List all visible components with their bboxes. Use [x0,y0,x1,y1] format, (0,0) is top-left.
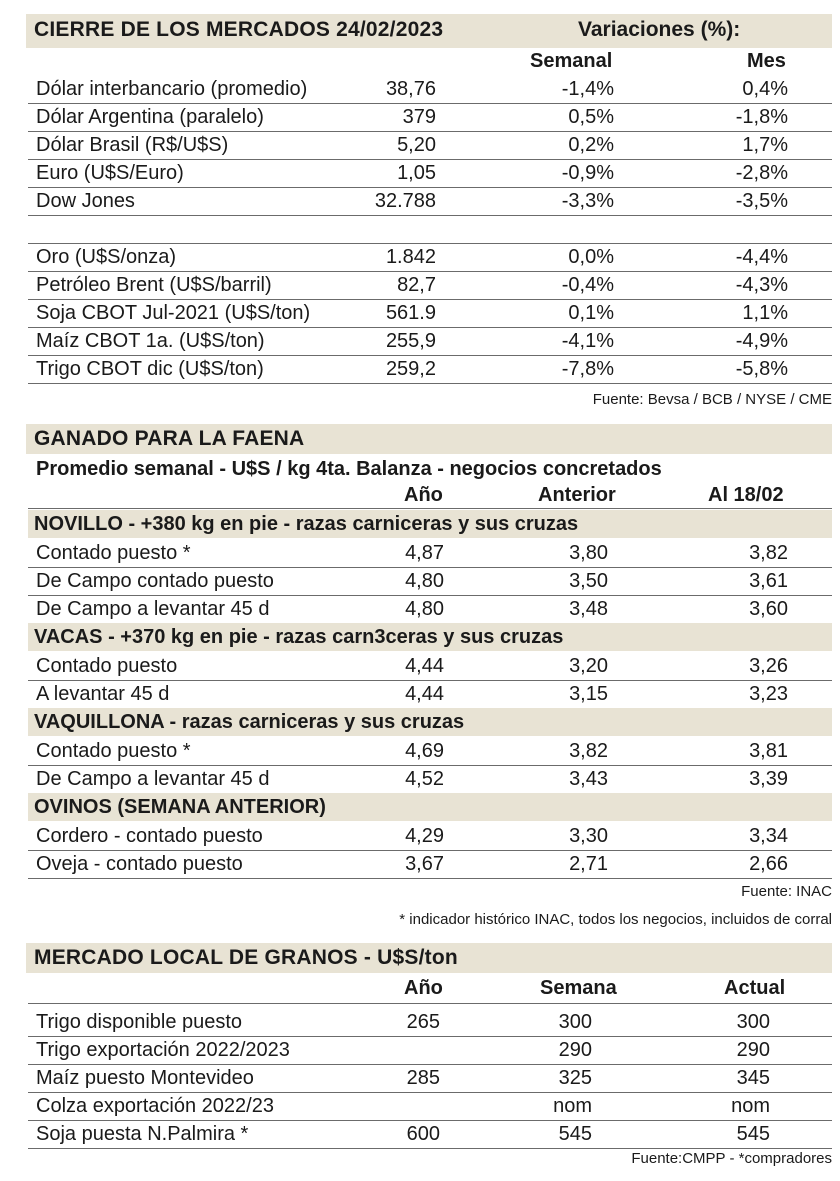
market-row [28,299,832,328]
cattle-prev-value: 3,20 [569,655,608,677]
cattle-subtitle-row [28,455,832,483]
grain-current-value: nom [731,1095,770,1117]
grain-week-value: 290 [558,1039,592,1061]
market-value: 32.788 [374,190,436,212]
market-row [28,187,832,216]
cattle-label: De Campo a levantar 45 d [36,598,270,620]
cattle-year-value: 4,44 [405,683,444,705]
grain-row [28,1092,832,1121]
cattle-subtitle: Promedio semanal - U$S / kg 4ta. Balanza - negocios concretados [36,458,662,480]
cattle-group-heading [28,793,832,821]
cattle-date-value: 3,82 [749,542,788,564]
grain-year-value: 265 [406,1011,440,1033]
market-month-change: 1,1% [742,302,788,324]
grain-label: Maíz puesto Montevideo [36,1067,254,1089]
grain-current-value: 345 [736,1067,770,1089]
cattle-footnote: * indicador histórico INAC, todos los negocios, incluidos de corral [399,911,832,928]
grains-col-headers [28,973,832,1004]
cattle-date-value: 2,66 [749,853,788,875]
market-week-change: -0,4% [561,274,614,296]
market-label: Euro (U$S/Euro) [36,162,184,184]
cattle-prev-value: 3,15 [569,683,608,705]
grain-year-value: 600 [406,1123,440,1145]
market-week-change: -0,9% [561,162,614,184]
market-label: Dólar interbancario (promedio) [36,78,308,100]
grains-col-current: Actual [724,977,786,999]
market-week-change: 0,2% [568,134,614,156]
cattle-prev-value: 3,82 [569,740,608,762]
grains-col-week: Semana [540,977,617,999]
market-label: Trigo CBOT dic (U$S/ton) [36,358,264,380]
market-value: 255,9 [385,330,436,352]
cattle-row [28,822,832,851]
cattle-date-value: 3,60 [749,598,788,620]
cattle-header [26,424,832,454]
cattle-date-value: 3,81 [749,740,788,762]
grain-current-value: 290 [736,1039,770,1061]
grain-label: Soja puesta N.Palmira * [36,1123,249,1145]
cattle-prev-value: 3,50 [569,570,608,592]
grain-row [28,1036,832,1065]
market-row [28,131,832,160]
cattle-date-value: 3,61 [749,570,788,592]
grain-week-value: 300 [558,1011,592,1033]
cattle-row [28,737,832,766]
cattle-date-value: 3,34 [749,825,788,847]
cattle-group-title: OVINOS (SEMANA ANTERIOR) [34,796,326,818]
market-row [28,243,832,272]
market-month-change: -1,8% [735,106,788,128]
cattle-year-value: 4,87 [405,542,444,564]
cattle-row [28,765,832,794]
market-label: Dow Jones [36,190,135,212]
cattle-date-value: 3,26 [749,655,788,677]
market-month-change: -4,3% [735,274,788,296]
cattle-label: Contado puesto * [36,542,191,564]
grain-current-value: 300 [736,1011,770,1033]
cattle-row [28,595,832,624]
cattle-label: A levantar 45 d [36,683,170,705]
market-value: 82,7 [397,274,436,296]
market-label: Maíz CBOT 1a. (U$S/ton) [36,330,265,352]
grain-week-value: 325 [558,1067,592,1089]
cattle-row [28,680,832,709]
market-label: Petróleo Brent (U$S/barril) [36,274,272,296]
cattle-label: Contado puesto * [36,740,191,762]
market-spacer-row [28,215,832,244]
grains-source: Fuente:CMPP - *compradores [631,1150,832,1167]
cattle-col-year: Año [404,484,443,506]
market-week-change: -7,8% [561,358,614,380]
cattle-title: GANADO PARA LA FAENA [34,427,305,450]
cattle-source: Fuente: INAC [741,883,832,900]
cattle-year-value: 4,80 [405,570,444,592]
market-label: Dólar Brasil (R$/U$S) [36,134,229,156]
market-month-change: -5,8% [735,358,788,380]
market-week-change: 0,5% [568,106,614,128]
cattle-row [28,567,832,596]
cattle-col-prev: Anterior [538,484,616,506]
market-row [28,355,832,384]
market-week-change: 0,0% [568,246,614,268]
cattle-prev-value: 3,80 [569,542,608,564]
market-value: 1,05 [397,162,436,184]
cattle-year-value: 4,69 [405,740,444,762]
grain-row [28,1064,832,1093]
grain-label: Trigo disponible puesto [36,1011,243,1033]
market-week-change: -1,4% [561,78,614,100]
market-month-change: -3,5% [735,190,788,212]
grain-week-value: 545 [558,1123,592,1145]
market-label: Oro (U$S/onza) [36,246,177,268]
cattle-prev-value: 3,30 [569,825,608,847]
variations-label: Variaciones (%): [578,18,741,41]
market-week-change: -3,3% [561,190,614,212]
market-row [28,271,832,300]
market-week-change: -4,1% [561,330,614,352]
cattle-label: De Campo a levantar 45 d [36,768,270,790]
grain-row [28,1120,832,1149]
grains-header [26,943,832,973]
cattle-row [28,539,832,568]
grain-year-value: 285 [406,1067,440,1089]
market-label: Soja CBOT Jul-2021 (U$S/ton) [36,302,311,324]
markets-header [26,14,832,48]
market-value: 5,20 [397,134,436,156]
cattle-year-value: 4,52 [405,768,444,790]
market-row [28,159,832,188]
cattle-date-value: 3,23 [749,683,788,705]
cattle-label: Cordero - contado puesto [36,825,263,847]
grains-col-year: Año [404,977,443,999]
market-value: 561.9 [385,302,436,324]
market-row [28,103,832,132]
market-week-change: 0,1% [568,302,614,324]
markets-col-week: Semanal [530,50,613,72]
market-month-change: -4,4% [735,246,788,268]
cattle-group-heading [28,623,832,651]
market-value: 259,2 [385,358,436,380]
cattle-group-title: VACAS - +370 kg en pie - razas carn3ceras y sus cruzas [34,626,564,648]
cattle-date-value: 3,39 [749,768,788,790]
cattle-row [28,850,832,879]
cattle-prev-value: 2,71 [569,853,608,875]
cattle-year-value: 4,44 [405,655,444,677]
grain-current-value: 545 [736,1123,770,1145]
market-month-change: 0,4% [742,78,788,100]
cattle-year-value: 4,80 [405,598,444,620]
market-row [28,75,832,104]
market-month-change: -4,9% [735,330,788,352]
market-month-change: 1,7% [742,134,788,156]
cattle-row [28,652,832,681]
market-row [28,327,832,356]
cattle-col-date: Al 18/02 [708,484,784,506]
markets-source: Fuente: Bevsa / BCB / NYSE / CME [592,391,832,408]
cattle-year-value: 3,67 [405,853,444,875]
market-month-change: -2,8% [735,162,788,184]
market-value: 1.842 [385,246,436,268]
market-value: 38,76 [385,78,436,100]
cattle-group-title: NOVILLO - +380 kg en pie - razas carniceras y sus cruzas [34,513,579,535]
grain-week-value: nom [553,1095,592,1117]
markets-col-month: Mes [747,50,786,72]
market-label: Dólar Argentina (paralelo) [36,106,264,128]
cattle-label: Contado puesto [36,655,178,677]
markets-title: CIERRE DE LOS MERCADOS 24/02/2023 [34,18,444,41]
cattle-prev-value: 3,43 [569,768,608,790]
cattle-label: Oveja - contado puesto [36,853,243,875]
grain-row [28,1008,832,1037]
cattle-group-title: VAQUILLONA - razas carniceras y sus cruzas [34,711,465,733]
cattle-col-headers [28,482,832,509]
cattle-label: De Campo contado puesto [36,570,274,592]
grains-title: MERCADO LOCAL DE GRANOS - U$S/ton [34,946,458,969]
grain-label: Trigo exportación 2022/2023 [36,1039,290,1061]
grain-label: Colza exportación 2022/23 [36,1095,274,1117]
cattle-group-heading [28,510,832,538]
cattle-year-value: 4,29 [405,825,444,847]
market-value: 379 [402,106,436,128]
cattle-prev-value: 3,48 [569,598,608,620]
cattle-group-heading [28,708,832,736]
